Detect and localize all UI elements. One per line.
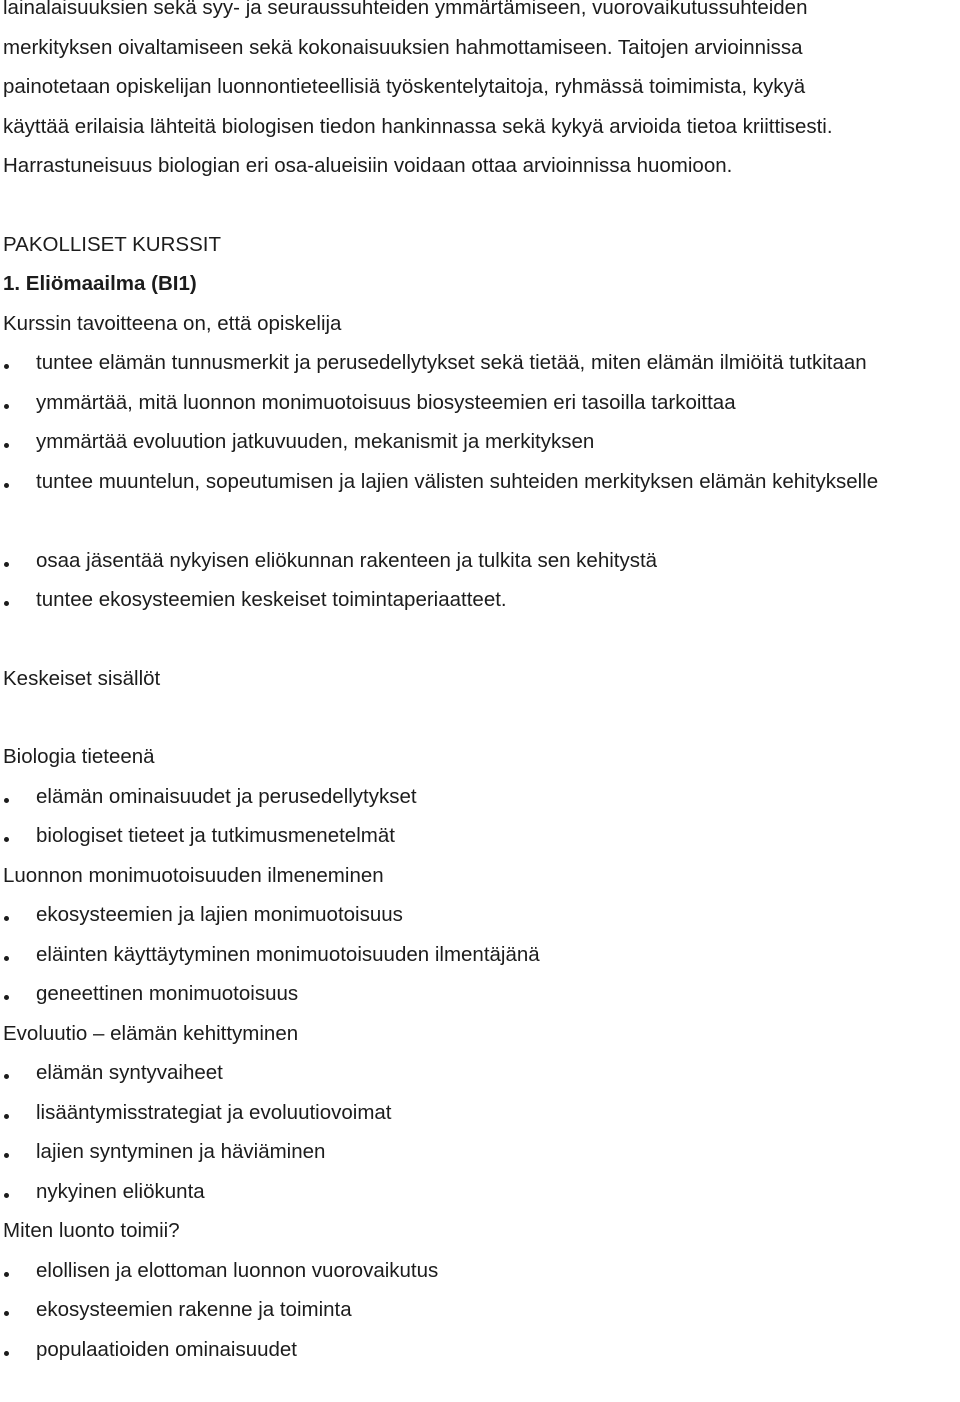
list-item-text: tuntee ekosysteemien keskeiset toimintaperiaatteet. (36, 588, 507, 611)
list-item-text: geneettinen monimuotoisuus (36, 982, 299, 1005)
list-item-text: tuntee muuntelun, sopeutumisen ja lajien välisten suhteiden merkityksen elämän kehitykselle (36, 469, 879, 493)
list-item (3, 777, 960, 817)
topic-list (3, 895, 960, 1014)
list-item-text: tuntee elämän tunnusmerkit ja perusedellytykset sekä tietää, miten elämän ilmiöitä tutkitaan (36, 351, 867, 374)
list-item (3, 383, 960, 423)
list-item-text: ekosysteemien rakenne ja toiminta (36, 1298, 352, 1321)
bullet-icon (3, 1330, 13, 1370)
document-page (3, 0, 960, 1369)
list-item (3, 462, 896, 541)
spacer (3, 698, 960, 737)
list-item (3, 1053, 960, 1093)
list-item (3, 974, 960, 1014)
list-item (3, 1093, 960, 1133)
list-item-text: eläinten käyttäytyminen monimuotoisuuden ilmentäjänä (36, 942, 540, 966)
bullet-icon (3, 541, 13, 581)
bullet-icon (3, 895, 13, 935)
bullet-icon (3, 422, 13, 462)
list-item-text: ekosysteemien ja lajien monimuotoisuus (36, 903, 403, 926)
topic-heading: Evoluutio – elämän kehittyminen (3, 1021, 299, 1045)
course-title: 1. Eliömaailma (BI1) (3, 272, 197, 295)
topic-heading: Biologia tieteenä (3, 745, 155, 768)
list-item (3, 1290, 960, 1330)
spacer (3, 620, 960, 659)
intro-line: merkityksen oivaltamiseen sekä kokonaisuuksien hahmottamiseen. Taitojen arvioinnissa (3, 35, 803, 59)
intro-line: lainalaisuuksien sekä syy- ja seuraussuhteiden ymmärtämiseen, vuorovaikutussuhteiden (3, 0, 808, 19)
bullet-icon (3, 462, 13, 502)
bullet-icon (3, 1251, 13, 1291)
list-item-text: biologiset tieteet ja tutkimusmenetelmät (36, 824, 395, 847)
list-item (3, 1132, 960, 1172)
list-item (3, 935, 960, 975)
list-item-text: elämän ominaisuudet ja perusedellytykset (36, 784, 417, 808)
list-item (3, 895, 960, 935)
bullet-icon (3, 580, 13, 620)
goals-list (3, 343, 960, 620)
bullet-icon (3, 1093, 13, 1133)
list-item-text: ymmärtää evoluution jatkuvuuden, mekanismit ja merkityksen (36, 430, 595, 453)
bullet-icon (3, 974, 13, 1014)
intro-line: Harrastuneisuus biologian eri osa-alueisiin voidaan ottaa arvioinnissa huomioon. (3, 154, 733, 177)
topic-heading: Luonnon monimuotoisuuden ilmeneminen (3, 863, 384, 887)
list-item-text: nykyinen eliökunta (36, 1179, 205, 1203)
list-item (3, 343, 960, 383)
intro-paragraph (3, 0, 960, 186)
bullet-icon (3, 935, 13, 975)
list-item-text: osaa jäsentää nykyisen eliökunnan rakenteen ja tulkita sen kehitystä (36, 548, 658, 572)
list-item (3, 541, 960, 581)
bullet-icon (3, 1132, 13, 1172)
spacer (3, 186, 960, 225)
list-item-text: elämän syntyvaiheet (36, 1061, 223, 1084)
goals-intro: Kurssin tavoitteena on, että opiskelija (3, 311, 342, 335)
list-item (3, 816, 960, 856)
topic-list (3, 1251, 960, 1370)
list-item (3, 580, 960, 620)
list-item (3, 422, 960, 462)
topic-list (3, 777, 960, 856)
list-item (3, 1172, 960, 1212)
list-item-text: populaatioiden ominaisuudet (36, 1337, 298, 1361)
list-item (3, 1251, 960, 1291)
intro-line: käyttää erilaisia lähteitä biologisen tiedon hankinnassa sekä kykyä arvioida tietoa kriittisesti. (3, 114, 833, 138)
list-item-text: lajien syntyminen ja häviäminen (36, 1140, 326, 1163)
bullet-icon (3, 343, 13, 383)
intro-line: painotetaan opiskelijan luonnontieteellisiä työskentelytaitoja, ryhmässä toimimista, kykyä (3, 75, 806, 98)
section-heading: PAKOLLISET KURSSIT (3, 232, 221, 256)
bullet-icon (3, 1172, 13, 1212)
list-item-text: lisääntymisstrategiat ja evoluutiovoimat (36, 1100, 392, 1124)
contents-heading: Keskeiset sisällöt (3, 666, 161, 690)
list-item-text: elollisen ja elottoman luonnon vuorovaikutus (36, 1258, 439, 1282)
bullet-icon (3, 1290, 13, 1330)
bullet-icon (3, 816, 13, 856)
bullet-icon (3, 777, 13, 817)
bullet-icon (3, 1053, 13, 1093)
list-item-text: ymmärtää, mitä luonnon monimuotoisuus biosysteemien eri tasoilla tarkoittaa (36, 390, 736, 414)
topic-heading: Miten luonto toimii? (3, 1219, 180, 1242)
bullet-icon (3, 383, 13, 423)
list-item (3, 1330, 960, 1370)
topic-list (3, 1053, 960, 1211)
